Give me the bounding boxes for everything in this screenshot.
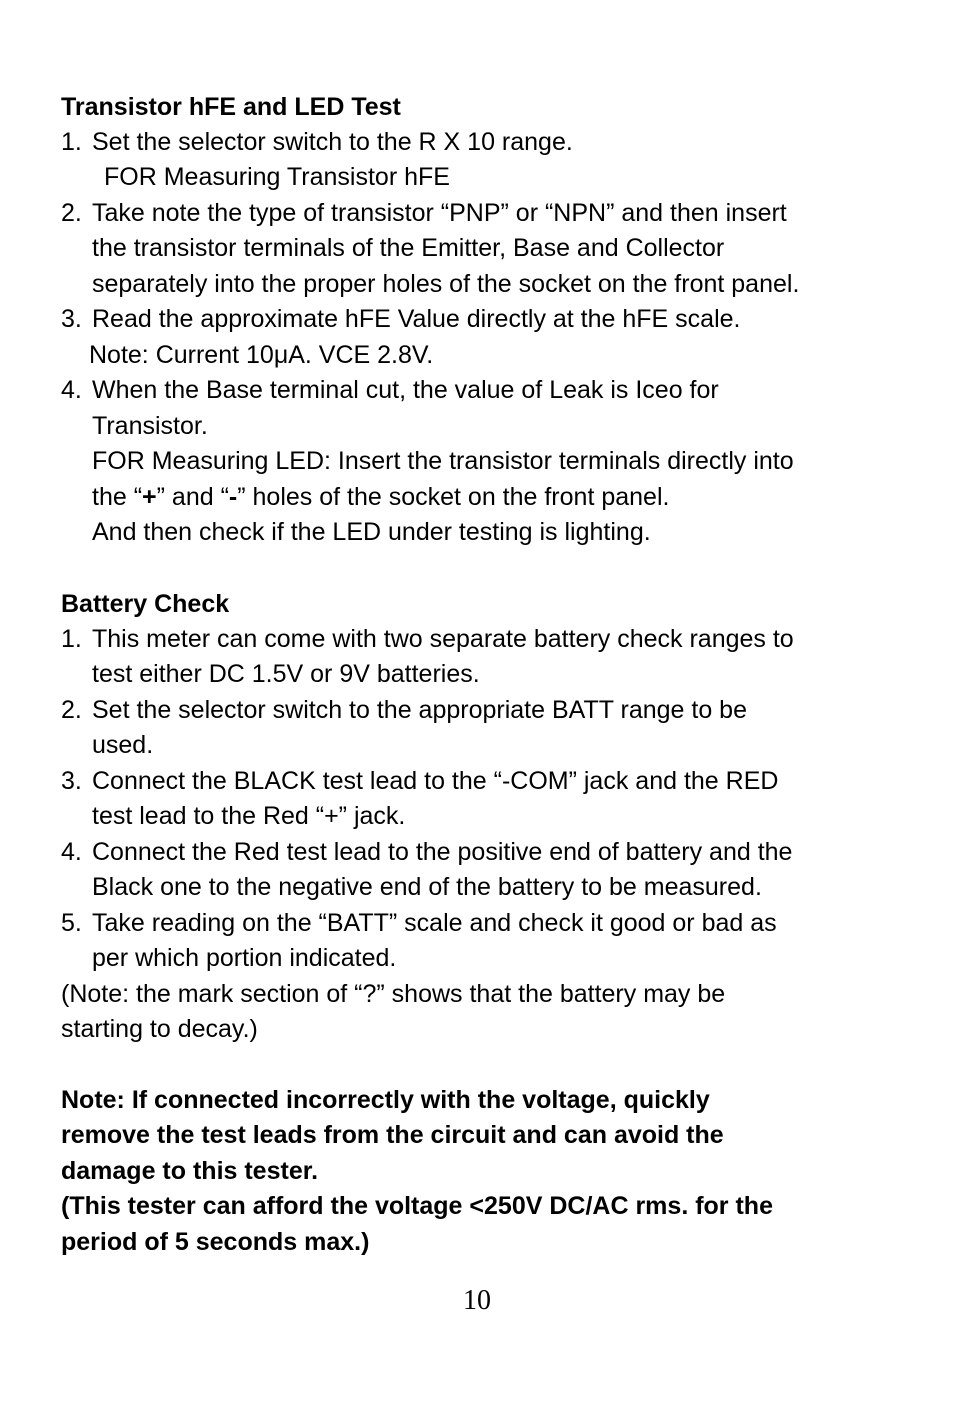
warning-line: Note: If connected incorrectly with the voltage, quickly xyxy=(61,1086,710,1114)
battery-note-line: (Note: the mark section of “?” shows that the battery may be xyxy=(61,980,726,1008)
list-number: 2. xyxy=(61,696,82,724)
list-number: 3. xyxy=(61,767,82,795)
plus-symbol: + xyxy=(142,483,157,511)
list-item-text: When the Base terminal cut, the value of Leak is Iceo for xyxy=(92,376,719,404)
list-item-text: Take reading on the “BATT” scale and check it good or bad as xyxy=(92,909,777,937)
warning-line: (This tester can afford the voltage <250V DC/AC rms. for the xyxy=(61,1192,773,1220)
subheading-hfe: FOR Measuring Transistor hFE xyxy=(104,163,450,191)
list-item-text: Take note the type of transistor “PNP” or “NPN” and then insert xyxy=(92,199,787,227)
note-current: Note: Current 10μA. VCE 2.8V. xyxy=(89,341,434,369)
list-number: 1. xyxy=(61,128,82,156)
list-item-text: used. xyxy=(92,731,154,759)
section-heading-transistor: Transistor hFE and LED Test xyxy=(61,93,401,121)
list-item-text: the transistor terminals of the Emitter, Base and Collector xyxy=(92,234,725,262)
led-text-pre: the “ xyxy=(92,483,143,511)
list-item-text: separately into the proper holes of the socket on the front panel. xyxy=(92,270,800,298)
list-item-text: And then check if the LED under testing is lighting. xyxy=(92,518,651,546)
list-number: 1. xyxy=(61,625,82,653)
list-item-text: Set the selector switch to the appropriate BATT range to be xyxy=(92,696,747,724)
list-item-text: test either DC 1.5V or 9V batteries. xyxy=(92,660,480,688)
list-number: 5. xyxy=(61,909,82,937)
list-item-text: per which portion indicated. xyxy=(92,944,397,972)
section-heading-battery: Battery Check xyxy=(61,590,230,618)
led-text-mid: ” and “ xyxy=(156,483,229,511)
page-number: 10 xyxy=(463,1285,491,1316)
list-number: 3. xyxy=(61,305,82,333)
led-socket-line xyxy=(92,480,669,514)
list-number: 2. xyxy=(61,199,82,227)
warning-line: damage to this tester. xyxy=(61,1157,319,1185)
list-item-text: Connect the Red test lead to the positive end of battery and the xyxy=(92,838,793,866)
list-item-text: Set the selector switch to the R X 10 range. xyxy=(92,128,573,156)
list-item-text: Read the approximate hFE Value directly at the hFE scale. xyxy=(92,305,741,333)
list-item-text: test lead to the Red “+” jack. xyxy=(92,802,406,830)
battery-note-line: starting to decay.) xyxy=(61,1015,258,1043)
list-item-text: Connect the BLACK test lead to the “-COM” jack and the RED xyxy=(92,767,779,795)
minus-symbol: - xyxy=(228,483,238,511)
list-item-text: FOR Measuring LED: Insert the transistor terminals directly into xyxy=(92,447,794,475)
warning-line: remove the test leads from the circuit and can avoid the xyxy=(61,1121,724,1149)
led-text-post: ” holes of the socket on the front panel. xyxy=(237,483,670,511)
list-number: 4. xyxy=(61,838,82,866)
warning-line: period of 5 seconds max.) xyxy=(61,1228,370,1256)
list-item-text: This meter can come with two separate battery check ranges to xyxy=(92,625,794,653)
list-item-text: Black one to the negative end of the battery to be measured. xyxy=(92,873,762,901)
list-item-text: Transistor. xyxy=(92,412,208,440)
list-number: 4. xyxy=(61,376,82,404)
